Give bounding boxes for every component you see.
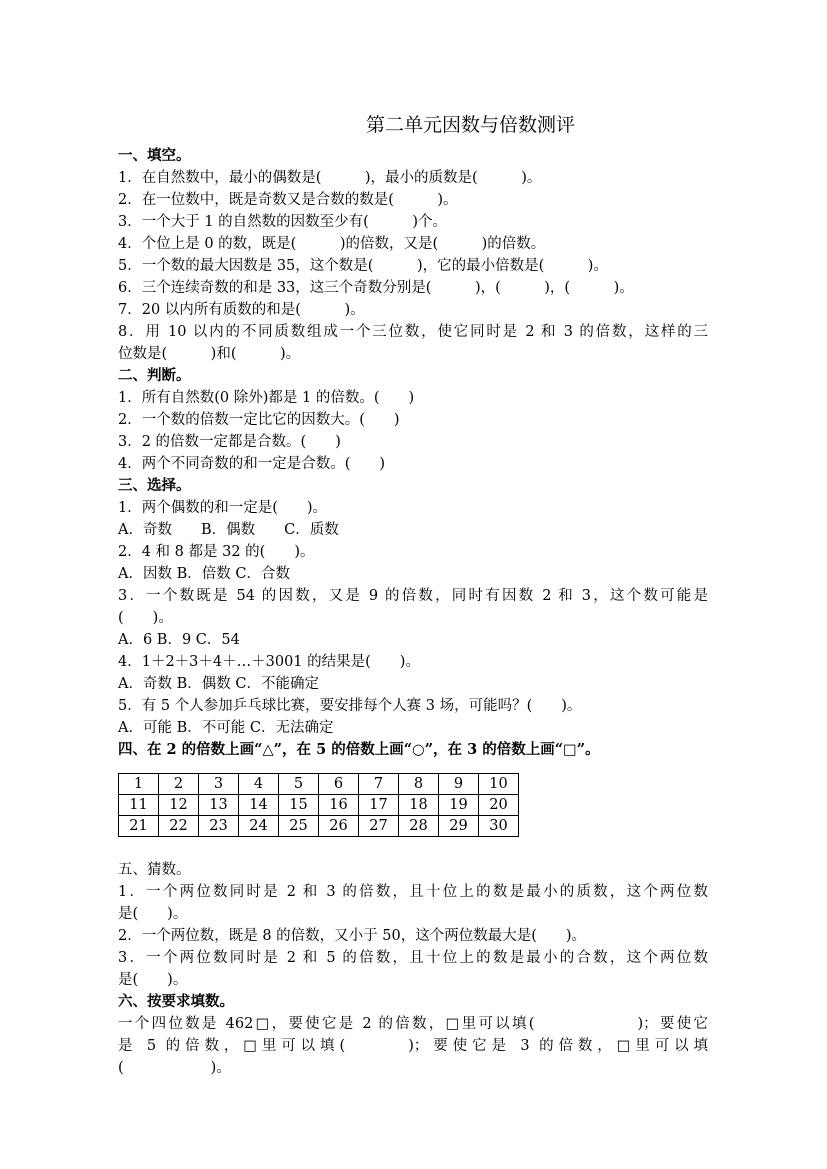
question-line: 是( )。 — [118, 906, 188, 922]
worksheet-body — [118, 145, 708, 1079]
question-line: 一个四位数是 462□，要使它是 2 的倍数，□里可以填( )；要使它 — [118, 1016, 708, 1032]
grid-cell: 13 — [199, 795, 239, 816]
question-line: 6．三个连续奇数的和是 33，这三个奇数分别是( )，( )，( )。 — [118, 280, 634, 296]
section-heading: 一、填空。 — [118, 147, 191, 164]
grid-cell: 29 — [439, 816, 479, 837]
question-line: 1．所有自然数(0 除外)都是 1 的倍数。( ) — [118, 390, 415, 406]
grid-cell: 12 — [159, 795, 199, 816]
grid-cell: 5 — [279, 774, 319, 795]
section-heading: 四、在 2 的倍数上画“△”，在 5 的倍数上画“○”，在 3 的倍数上画“□”。 — [118, 741, 600, 758]
grid-cell: 25 — [279, 816, 319, 837]
grid-cell: 8 — [399, 774, 439, 795]
question-line: A．奇数 B．偶数 C．不能确定 — [118, 676, 319, 692]
section-heading: 五、猜数。 — [118, 862, 191, 878]
page-title: 第二单元因数与倍数测评 — [366, 114, 576, 136]
grid-cell: 9 — [439, 774, 479, 795]
question-line: 3．2 的倍数一定都是合数。( ) — [118, 434, 341, 450]
question-line: ( )。 — [118, 610, 173, 626]
grid-cell: 6 — [319, 774, 359, 795]
grid-cell: 20 — [479, 795, 519, 816]
grid-cell: 11 — [119, 795, 159, 816]
grid-cell: 2 — [159, 774, 199, 795]
grid-cell: 10 — [479, 774, 519, 795]
question-line: 2．4 和 8 都是 32 的( )。 — [118, 544, 315, 560]
grid-cell: 1 — [119, 774, 159, 795]
grid-cell: 19 — [439, 795, 479, 816]
question-line: 3．一个数既是 54 的因数，又是 9 的倍数，同时有因数 2 和 3，这个数可能是 — [118, 588, 708, 604]
question-line: 2．在一位数中，既是奇数又是合数的数是( )。 — [118, 192, 458, 208]
question-line: 3．一个两位数同时是 2 和 5 的倍数，且十位上的数是最小的合数，这个两位数 — [118, 950, 708, 966]
grid-cell: 24 — [239, 816, 279, 837]
grid-cell: 15 — [279, 795, 319, 816]
question-line: A．6 B．9 C．54 — [118, 632, 240, 648]
grid-row — [119, 816, 519, 837]
number-grid — [118, 761, 708, 859]
grid-cell: 7 — [359, 774, 399, 795]
grid-cell: 22 — [159, 816, 199, 837]
question-line: 1．一个两位数同时是 2 和 3 的倍数，且十位上的数是最小的质数，这个两位数 — [118, 884, 708, 900]
question-line: 位数是( )和( )。 — [118, 346, 301, 362]
question-line: 7．20 以内所有质数的和是( )。 — [118, 302, 365, 318]
grid-cell: 30 — [479, 816, 519, 837]
question-line: 2．一个两位数，既是 8 的倍数，又小于 50，这个两位数最大是( )。 — [118, 928, 587, 944]
grid-cell: 18 — [399, 795, 439, 816]
question-line: 是( )。 — [118, 972, 188, 988]
grid-cell: 4 — [239, 774, 279, 795]
question-line: 5．有 5 个人参加乒乓球比赛，要安排每个人赛 3 场，可能吗？( )。 — [118, 698, 582, 714]
question-line: 5．一个数的最大因数是 35，这个数是( )，它的最小倍数是( )。 — [118, 258, 608, 274]
grid-row — [119, 795, 519, 816]
question-line: 4．1＋2＋3＋4＋…＋3001 的结果是( )。 — [118, 654, 420, 670]
grid-cell: 17 — [359, 795, 399, 816]
grid-cell: 21 — [119, 816, 159, 837]
question-line: 1．在自然数中，最小的偶数是( )，最小的质数是( )。 — [118, 170, 542, 186]
question-line: A．奇数 B．偶数 C．质数 — [118, 522, 339, 538]
question-line: A．可能 B．不可能 C．无法确定 — [118, 720, 334, 736]
question-line: 是 5 的倍数，□里可以填( )；要使它是 3 的倍数，□里可以填 — [118, 1038, 708, 1054]
grid-cell: 26 — [319, 816, 359, 837]
grid-row — [119, 774, 519, 795]
question-line: 4．个位上是 0 的数，既是( )的倍数，又是( )的倍数。 — [118, 236, 546, 252]
grid-cell: 23 — [199, 816, 239, 837]
question-line: 1．两个偶数的和一定是( )。 — [118, 500, 328, 516]
question-line: 2．一个数的倍数一定比它的因数大。( ) — [118, 412, 400, 428]
section-heading: 三、选择。 — [118, 477, 191, 494]
question-line: 3．一个大于 1 的自然数的因数至少有( )个。 — [118, 214, 447, 230]
grid-cell: 27 — [359, 816, 399, 837]
grid-cell: 28 — [399, 816, 439, 837]
grid-cell: 14 — [239, 795, 279, 816]
question-line: 8．用 10 以内的不同质数组成一个三位数，使它同时是 2 和 3 的倍数，这样的三 — [118, 324, 708, 340]
grid-cell: 16 — [319, 795, 359, 816]
question-line: 4．两个不同奇数的和一定是合数。( ) — [118, 456, 386, 472]
section-heading: 六、按要求填数。 — [118, 993, 234, 1010]
question-line: A．因数 B．倍数 C．合数 — [118, 566, 290, 582]
grid-cell: 3 — [199, 774, 239, 795]
question-line: ( )。 — [118, 1060, 231, 1076]
section-heading: 二、判断。 — [118, 367, 191, 384]
